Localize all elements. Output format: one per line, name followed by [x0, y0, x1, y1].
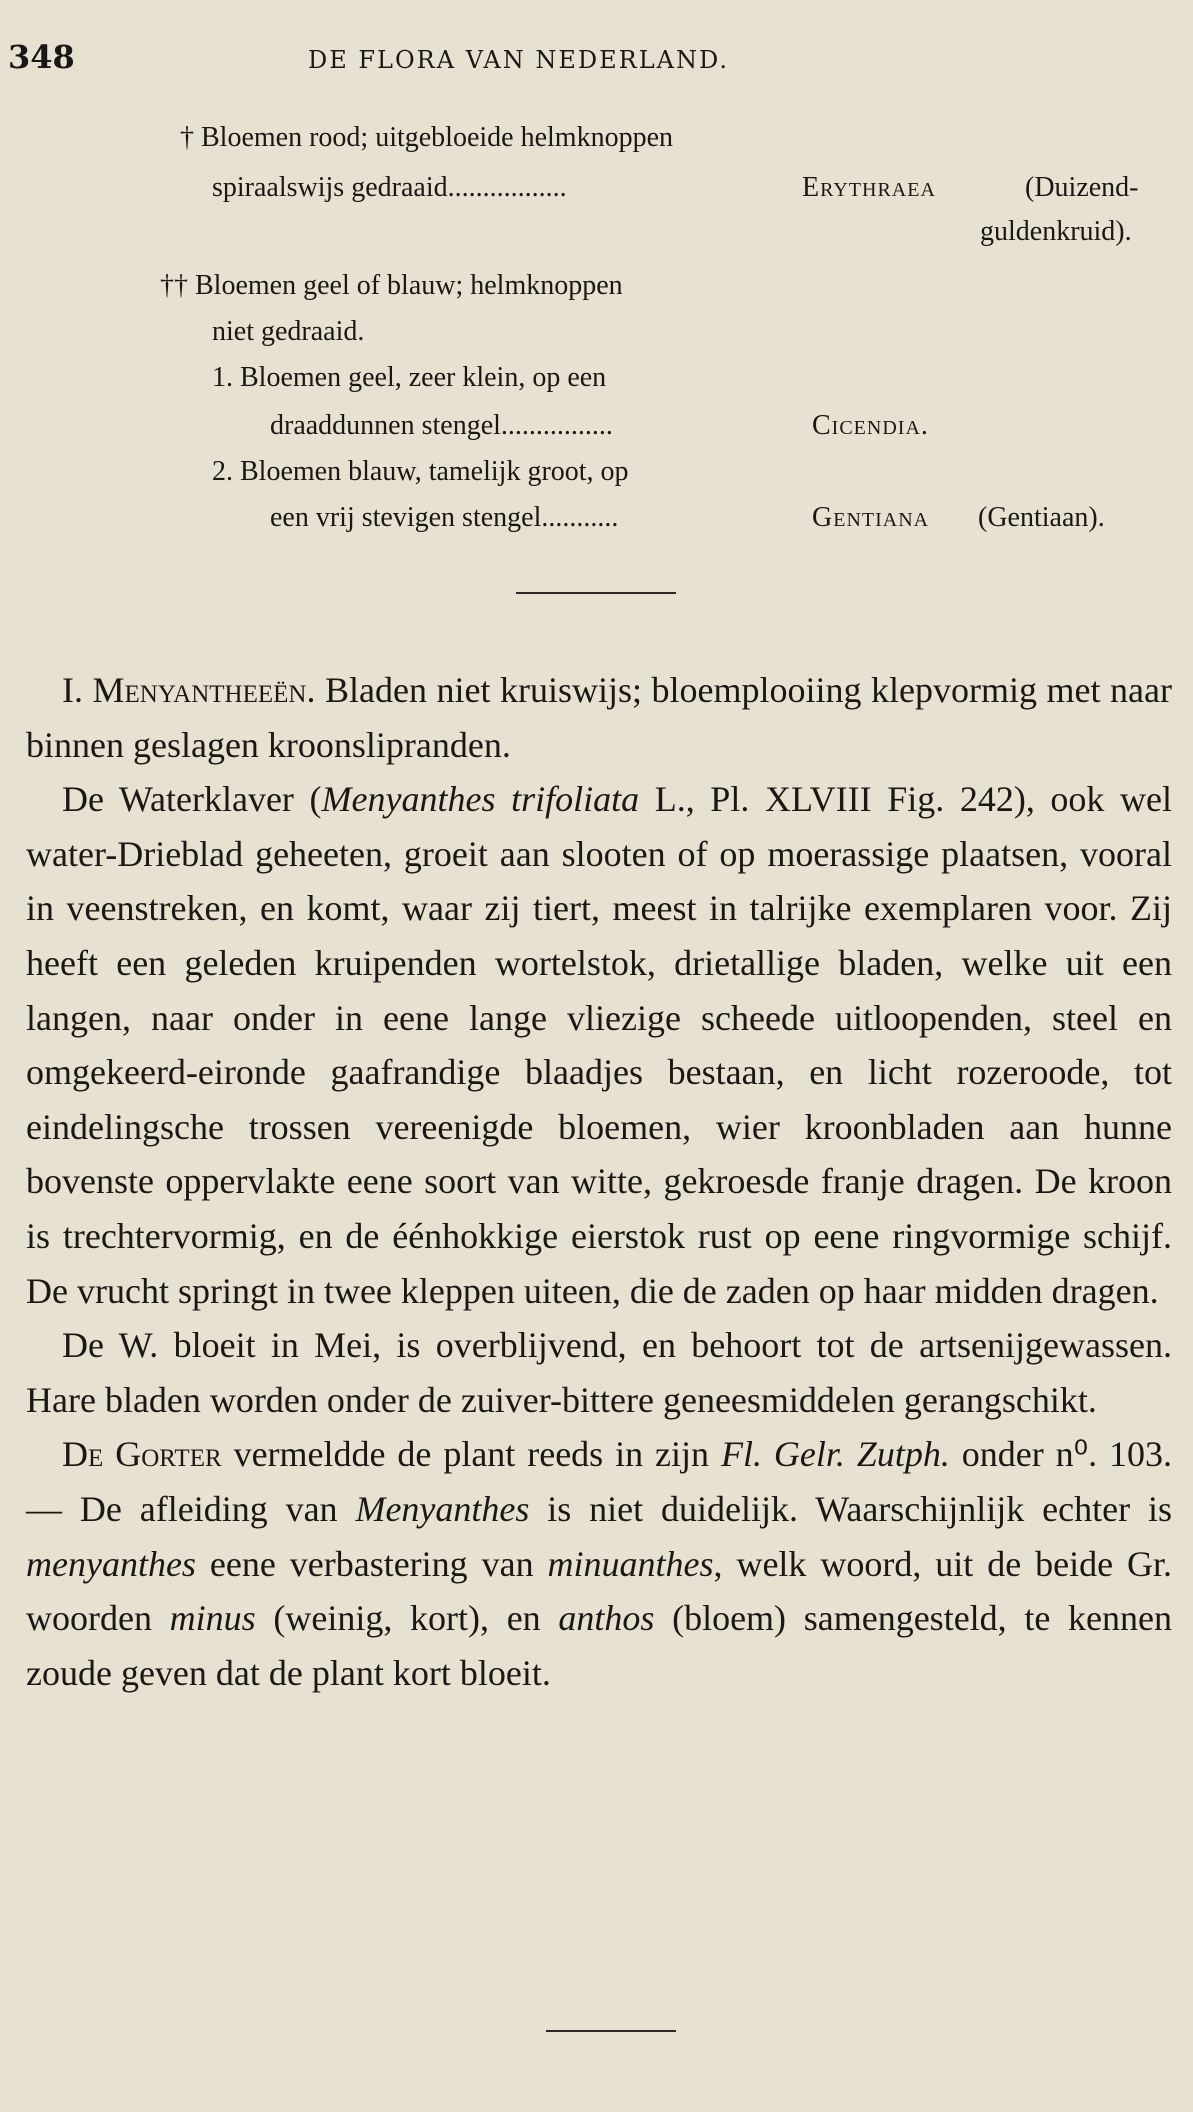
running-title: DE FLORA VAN NEDERLAND. — [308, 46, 729, 74]
end-divider — [546, 2030, 676, 2032]
key-line-d2: een vrij stevigen stengel........... — [270, 502, 619, 533]
paragraph-gorter — [26, 1427, 1172, 1700]
key-line-b1: †† Bloemen geel of blauw; helmknoppen — [160, 270, 623, 301]
key-common-a2: (Duizend- — [1025, 172, 1139, 203]
paragraph-2-start: De Waterklaver ( — [62, 779, 322, 820]
page-header — [8, 38, 1183, 78]
italic-menyanthes-2: menyanthes — [26, 1543, 196, 1584]
key-line-a1: † Bloemen rood; uitgebloeide helmknoppen — [180, 122, 674, 153]
italic-minus: minus — [169, 1598, 256, 1639]
key-genus-cicendia: Cicendia. — [812, 410, 929, 441]
key-genus-erythraea: Erythraea — [802, 172, 936, 203]
key-line-b2: niet gedraaid. — [212, 316, 365, 347]
italic-menyanthes-1: Menyanthes — [355, 1488, 530, 1529]
paragraph-4-part-c: is niet duidelijk. Waarschijnlijk echter is — [529, 1488, 1173, 1529]
key-line-c1: 1. Bloemen geel, zeer klein, op een — [212, 362, 607, 393]
key-line-d1: 2. Bloemen blauw, tamelijk groot, op — [212, 456, 629, 487]
section-divider — [516, 592, 676, 594]
latin-name: Menyanthes trifoliata — [321, 779, 640, 820]
italic-minuanthes: minuanthes — [547, 1543, 714, 1584]
paragraph-2-text: L., Pl. XLVIII Fig. 242), ook wel water-Drieblad geheeten, groeit aan slooten of op moerassige plaatsen, vooral in veenstreken, en komt, waar zij tiert, meest in talrijke exemplaren voor. Zij heeft een geleden kruipenden wortelstok, drietallige bladen, welke uit een langen, naar onder in eene lange vliezige scheede uitloopenden, steel en omgekeerd-eironde gaafrandige blaadjes bestaan, en licht rozeroode, tot eindelingsche trossen vereenigde bloemen, wier kroonbladen aan hunne bovenste oppervlakte eene soort van witte, gekroesde franje dragen. De kroon is trechtervormig, en de éénhokkige eierstok rust op eene ringvormige schijf. De vrucht springt in twee kleppen uiteen, die de zaden op haar midden dragen. — [26, 779, 1173, 1311]
body-text — [26, 663, 1172, 1700]
paragraph-4-part-a: vermeldde de plant reeds in zijn — [221, 1434, 721, 1475]
tribe-name: Menyantheeën. — [92, 670, 316, 710]
key-line-a3: guldenkruid). — [980, 216, 1132, 247]
paragraph-menyantheeen — [26, 663, 1172, 772]
paragraph-bloei — [26, 1318, 1172, 1427]
paragraph-4-part-d: eene verbastering van — [195, 1543, 548, 1584]
key-line-c2: draaddunnen stengel................ — [270, 410, 613, 441]
paragraph-4-part-g: (bloem) samengesteld, te kennen zoude geven dat de plant kort bloeit. — [26, 1598, 1172, 1693]
paragraph-4-part-b: onder n⁰. 103. — De afleiding van — [26, 1434, 1173, 1529]
paragraph-4-part-e: , welk woord, uit de beide Gr. woorden — [26, 1543, 1172, 1639]
page-number: 348 — [8, 38, 75, 76]
reference-title: Fl. Gelr. Zutph. — [720, 1434, 950, 1475]
author-name: De Gorter — [62, 1434, 222, 1475]
key-common-d2: (Gentiaan). — [978, 502, 1105, 533]
paragraph-3-text: De W. bloeit in Mei, is overblijvend, en behoort tot de artsenijgewassen. Hare bladen worden onder de zuiver-bittere geneesmiddelen gerangschikt. — [26, 1325, 1172, 1420]
paragraph-4-part-f: (weinig, kort), en — [255, 1598, 559, 1639]
section-number: I. — [62, 670, 83, 710]
paragraph-1-text: Bladen niet kruiswijs; bloemplooiing klepvormig met naar binnen geslagen kroonslipranden. — [26, 670, 1172, 765]
italic-anthos: anthos — [558, 1598, 655, 1639]
key-line-a2: spiraalswijs gedraaid................. — [212, 172, 567, 203]
key-genus-gentiana: Gentiana — [812, 502, 930, 533]
paragraph-waterklaver — [26, 772, 1172, 1318]
